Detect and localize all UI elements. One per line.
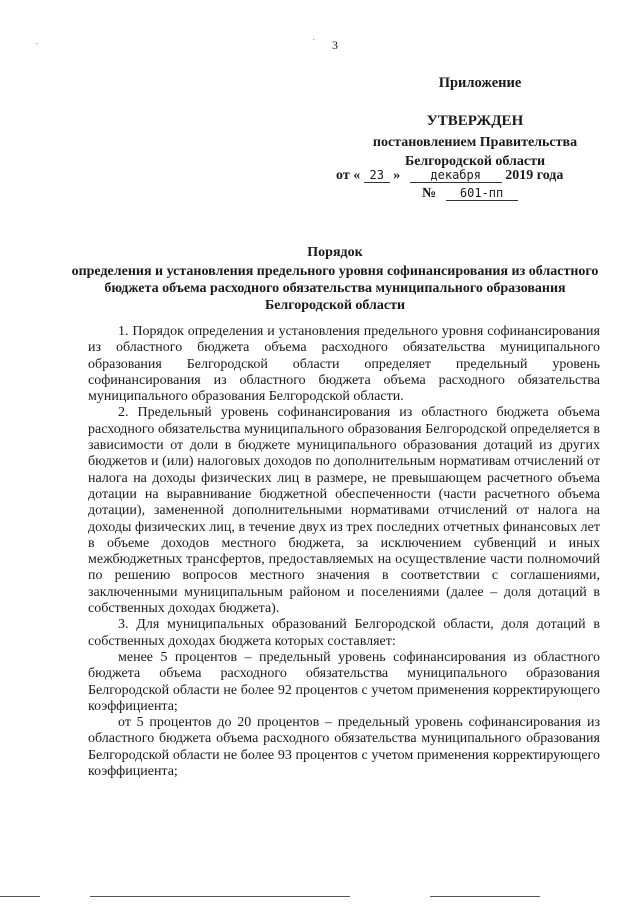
date-month: декабря: [410, 168, 502, 183]
paragraph-3: 3. Для муниципальных образований Белгородской области, доля дотаций в собственных доходах бюджета которых составляет:: [88, 617, 600, 649]
appendix-label: Приложение: [438, 75, 522, 91]
scan-footer-line: [0, 896, 40, 897]
document-title: [70, 244, 600, 314]
approval-date: [336, 168, 563, 184]
paragraph-2: 2. Предельный уровень софинансирования из областного бюджета объема расходного обязательства муниципального образования Белгородской определяется в зависимости от доли в бюджете муниципального образования дотаций из других бюджетов и (или) налоговых доходов по дополнительным нормативам отчислений от налога на доходы физических лиц в размере, не превышающем расчетного объема дотации на выравнивание бюджетной обеспеченности (части расчетного объема дотации), замененной дополнительными нормативами отчислений от налога на доходы физических лиц, в течение двух из трех последних отчетных финансовых лет в объеме доходов местного бюджета, за исключением субвенций и иных межбюджетных трансфертов, предоставляемых на осуществление части полномочий по решению вопросов местного значения в соответствии с соглашениями, заключенными муниципальным районом и поселениями (далее – доля дотаций в собственных доходах бюджета).: [88, 405, 600, 617]
approved-line-1: постановлением Правительства: [372, 135, 578, 150]
number-value: 601-пп: [446, 186, 518, 201]
approved-line-2: Белгородской области: [404, 154, 546, 169]
scan-mark: ˙: [35, 42, 39, 53]
number-prefix: №: [422, 186, 437, 201]
date-mid: »: [393, 168, 401, 183]
approval-block: [355, 112, 595, 171]
paragraph-1: 1. Порядок определения и установления предельного уровня софинансирования из областного бюджета объема расходного обязательства муниципального образования Белгородской области определяет предельный уровень софинансирования из областного бюджета объема расходного обязательства муниципального образования Белгородской области.: [88, 324, 600, 405]
title-line-1: Порядок: [307, 245, 363, 260]
page-number: 3: [332, 38, 338, 52]
paragraph-4: менее 5 процентов – предельный уровень софинансирования из областного бюджета объема расходного обязательства муниципального образования Белгородской области не более 92 процентов с учетом применения корректирующего коэффициента;: [88, 649, 600, 714]
approved-title: УТВЕРЖДЕН: [426, 113, 524, 129]
scan-footer-line: [430, 896, 540, 897]
title-line-2: определения и установления предельного уровня софинансирования из областного бюджета объема расходного обязательства муниципального образования Белгородской области: [71, 264, 599, 313]
scan-footer-line: [90, 896, 350, 897]
date-prefix: от «: [336, 168, 361, 183]
date-suffix: 2019 года: [505, 168, 564, 183]
paragraph-5: от 5 процентов до 20 процентов – предельный уровень софинансирования из областного бюджета объема расходного обязательства муниципального образования Белгородской области не более 93 процентов с учетом применения корректирующего коэффициента;: [88, 715, 600, 780]
date-day: 23: [364, 168, 390, 183]
decree-number: [422, 186, 518, 202]
document-body: [88, 324, 600, 780]
scan-mark: ˙: [312, 38, 316, 49]
